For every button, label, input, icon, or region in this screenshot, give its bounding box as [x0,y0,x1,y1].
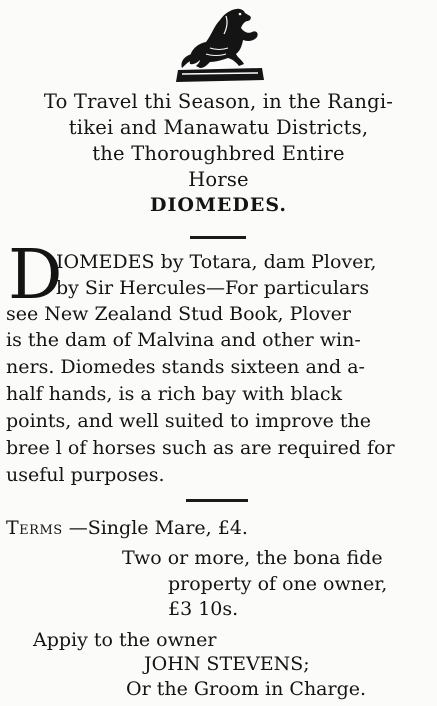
description-line-5: ners. Diomedes stands sixteen and a- [6,356,365,378]
description-line-7: points, and well suited to improve the [6,410,372,432]
divider-rule-top [190,236,246,239]
description-line-4: is the dam of Malvina and other win- [6,329,361,351]
divider-rule-bottom [186,499,248,502]
contact-line-3: Or the Groom in Charge. [126,678,367,700]
description-line-1: IOMEDES by Totara, dam Plover, [56,251,377,273]
description-line-6: half hands, is a rich bay with black [6,383,343,405]
rearing-horse-icon [170,4,270,86]
terms-line-2: Two or more, the bona fide [122,547,383,569]
horse-name-heading: DIOMEDES. [149,194,288,216]
terms-line-1 [6,517,248,539]
description-line-2: by Sir Hercules—For particulars [56,277,370,299]
heading-line-4: Horse [188,168,249,191]
terms-single-mare: —Single Mare, £4. [62,517,248,539]
heading-line-3: the Thoroughbred Entire [92,142,345,165]
terms-line-4: £3 10s. [168,598,239,620]
terms-label: Terms [6,517,63,539]
drop-cap-letter: D [8,236,63,315]
contact-line-1: Appiy to the owner [33,629,217,651]
owner-name: JOHN STEVENS; [144,653,310,675]
description-line-9: useful purposes. [6,464,165,486]
description-line-8: bree l of horses such as are required for [6,437,395,459]
heading-line-2: tikei and Manawatu Districts, [68,116,369,139]
description-line-3: see New Zealand Stud Book, Plover [6,303,351,325]
heading-line-1: To Travel thi Season, in the Rangi- [43,90,394,113]
terms-line-3: property of one owner, [168,573,388,595]
